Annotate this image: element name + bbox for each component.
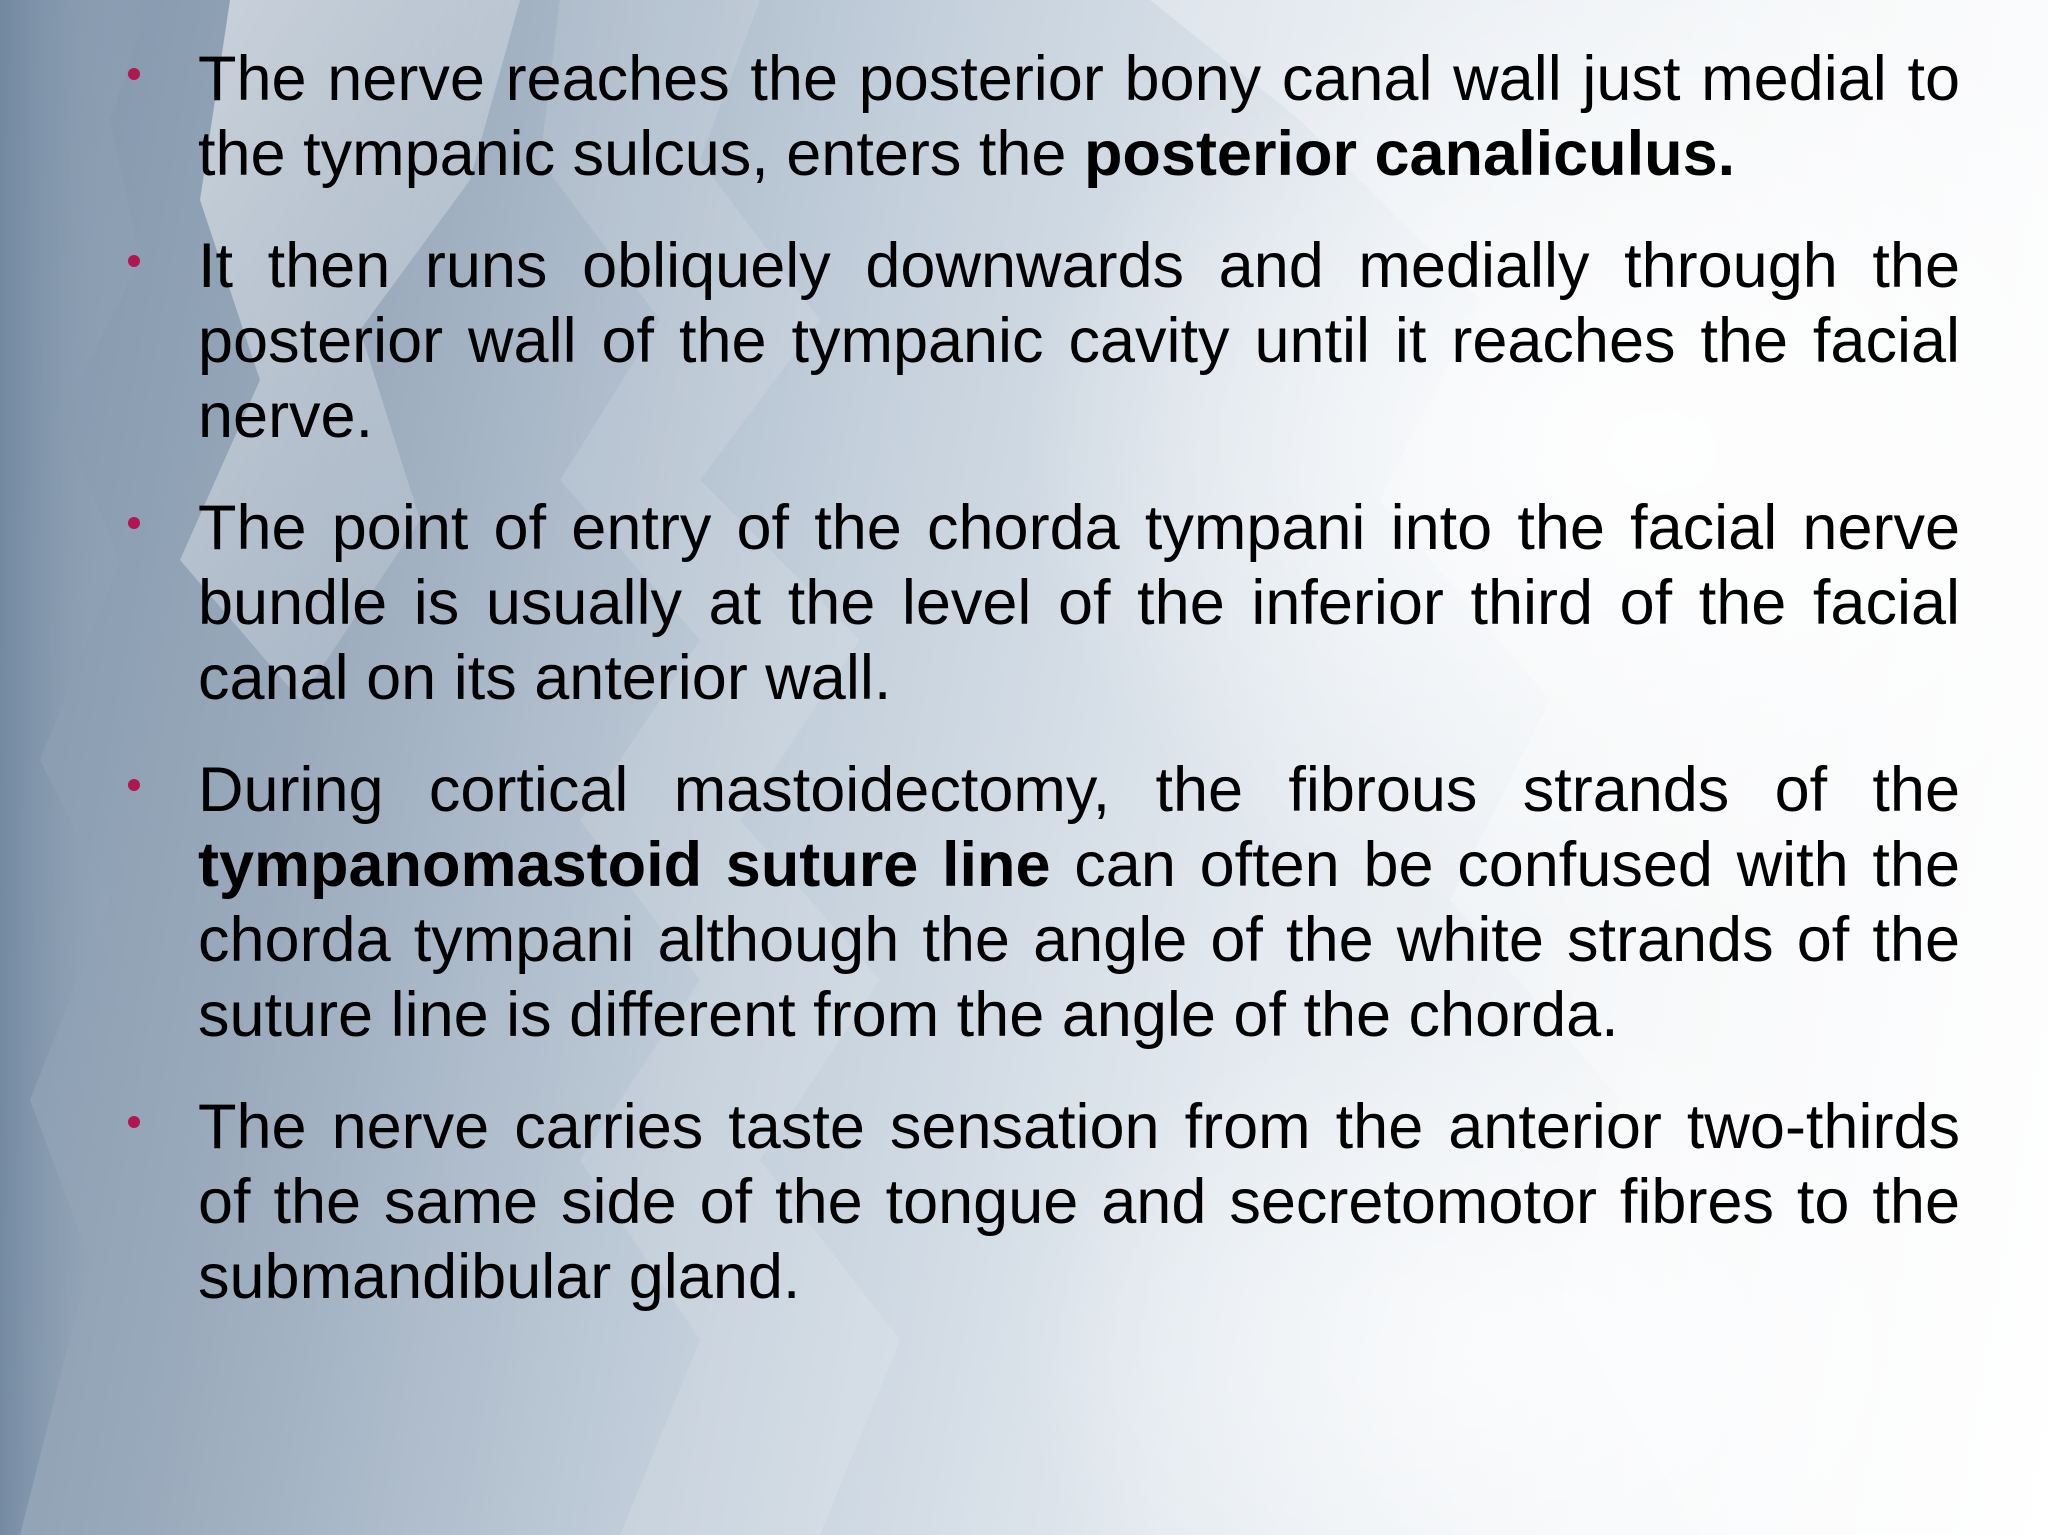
- bullet-text: [198, 491, 1960, 716]
- bullet-item: [128, 753, 1960, 1053]
- bold-term: tympanomastoid suture line: [198, 830, 1051, 900]
- bullet-item: [128, 491, 1960, 716]
- text-segment: It then runs obliquely downwards and medially through the posterior wall of the tympanic cavity until it reaches the facial nerve.: [198, 231, 1960, 451]
- text-segment: The nerve carries taste sensation from the anterior two-thirds of the same side of the tongue and secretomotor fibres to the submandibular gland.: [198, 1092, 1960, 1312]
- bullet-dot-icon: [128, 1116, 140, 1128]
- bullet-dot-icon: [128, 255, 140, 267]
- bullet-text: [198, 1090, 1960, 1315]
- bold-term: posterior canaliculus.: [1083, 119, 1736, 189]
- text-segment: During cortical mastoidectomy, the fibrous strands of the: [198, 755, 1960, 825]
- bullet-list: [128, 42, 1960, 1352]
- bullet-item: [128, 1090, 1960, 1315]
- bullet-dot-icon: [128, 779, 140, 791]
- text-segment: The point of entry of the chorda tympani into the facial nerve bundle is usually at the level of the inferior third of the facial canal on its anterior wall.: [198, 493, 1960, 713]
- text-segment: The nerve reaches the posterior bony canal wall just medial to the tympanic sulcus, enters the: [198, 44, 1960, 189]
- bullet-text: [198, 753, 1960, 1053]
- text-segment: can often be confused with the chorda tympani although the angle of the white strands of the suture line is different from the angle of the chorda.: [198, 830, 1960, 1050]
- bullet-item: [128, 229, 1960, 454]
- bullet-text: [198, 42, 1960, 192]
- bullet-text: [198, 229, 1960, 454]
- bullet-dot-icon: [128, 68, 140, 80]
- bullet-dot-icon: [128, 517, 140, 529]
- bullet-item: [128, 42, 1960, 192]
